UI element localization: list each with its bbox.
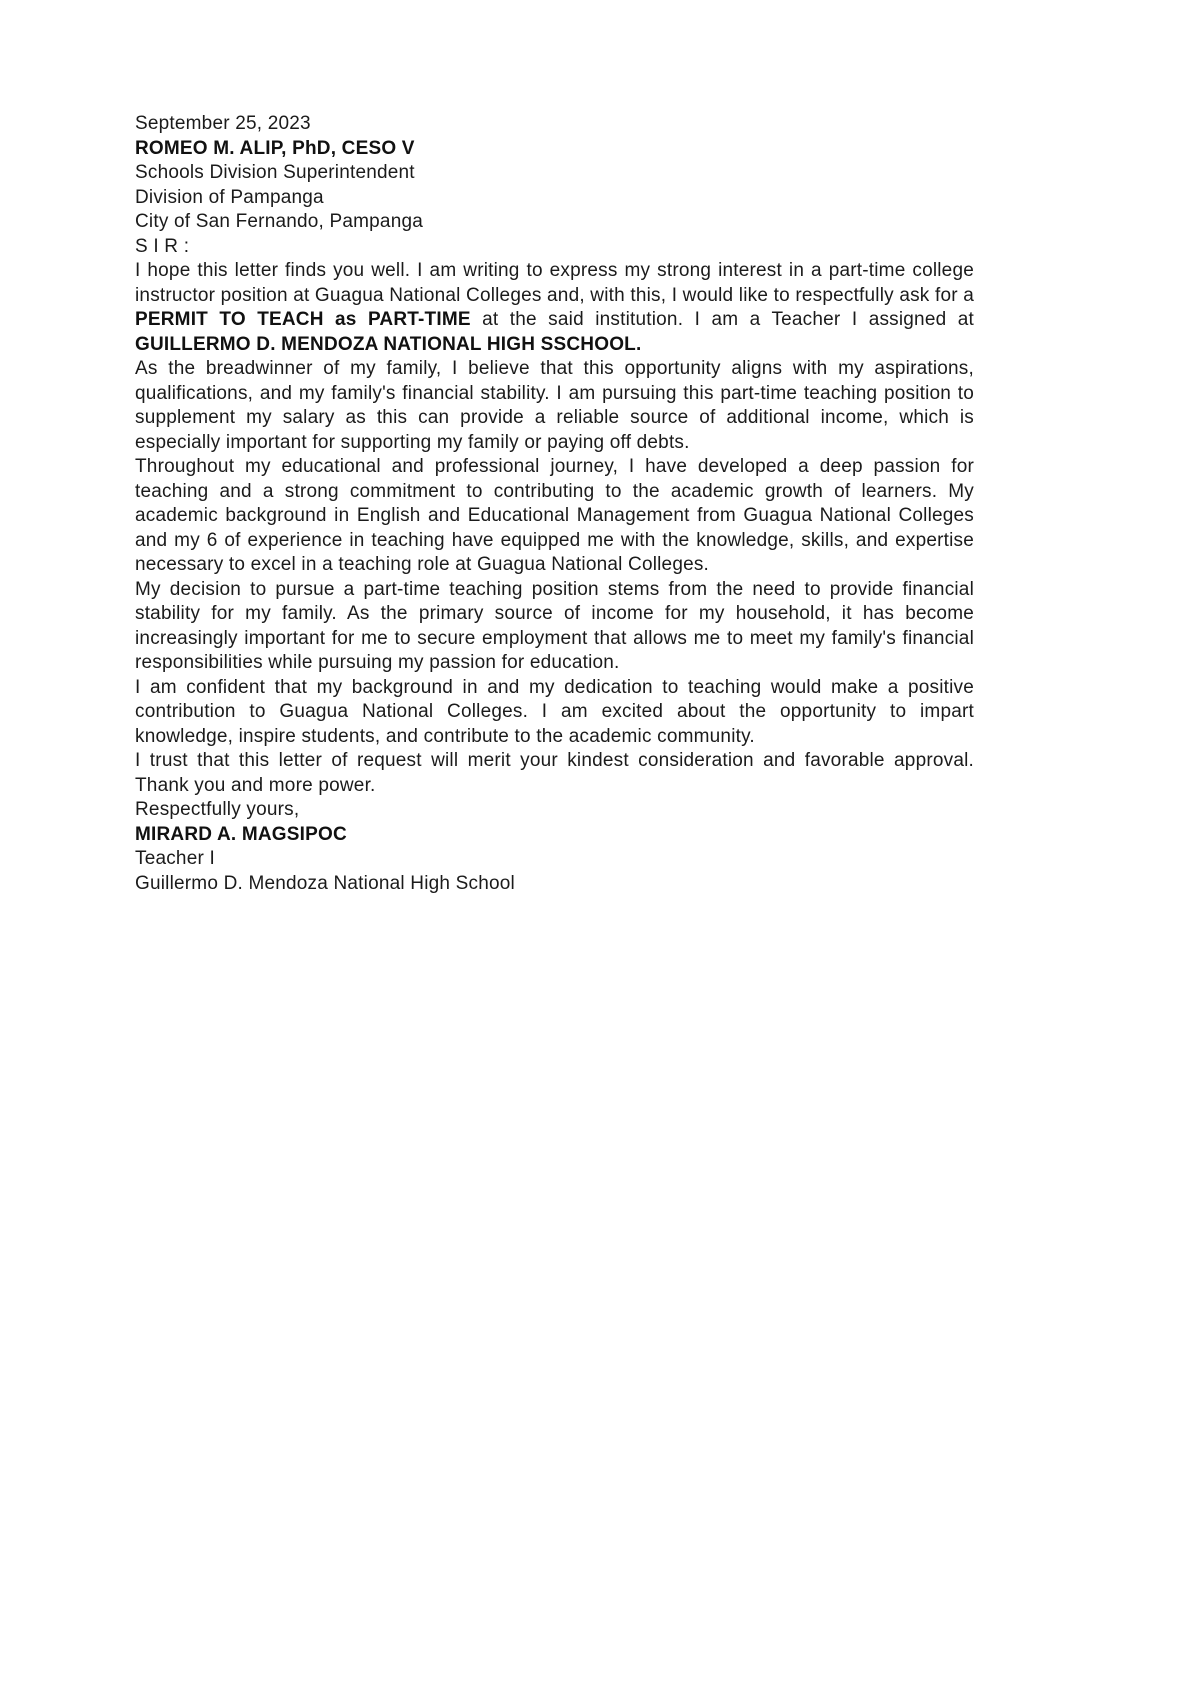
paragraph-2: As the breadwinner of my family, I believe that this opportunity aligns with my aspirations, qualifications, and my family's financial stability. I am pursuing this part-time teaching position to supplement my salary as this can provide a reliable source of additional income, which is especially important for supporting my family or paying off debts. — [135, 358, 974, 453]
paragraph-5: I am confident that my background in and my dedication to teaching would make a positive contribution to Guagua National Colleges. I am excited about the opportunity to impart knowledge, inspire students, and contribute to the academic community. — [135, 676, 974, 747]
paragraph-3: Throughout my educational and professional journey, I have developed a deep passion for teaching and a strong commitment to contributing to the academic growth of learners. My academic background in English and Educational Management from Guagua National Colleges and my 6 of experience in teaching have equipped me with the knowledge, skills, and expertise necessary to excel in a teaching role at Guagua National Colleges. — [135, 456, 974, 575]
letter-date: September 25, 2023 — [135, 113, 311, 134]
signature-block — [135, 823, 974, 897]
salutation: S I R : — [135, 235, 190, 257]
closing: Respectfully yours, — [135, 799, 300, 820]
signature-name: MIRARD A. MAGSIPOC — [135, 823, 347, 845]
recipient-name: ROMEO M. ALIP, PhD, CESO V — [135, 137, 415, 159]
recipient-title: Schools Division Superintendent — [135, 162, 415, 183]
paragraph-4: My decision to pursue a part-time teaching position stems from the need to provide financial stability for my family. As the primary source of income for my household, it has become increasingly important for me to secure employment that allows me to meet my family's financial responsibilities while pursuing my passion for education. — [135, 578, 974, 673]
paragraph-1: I hope this letter finds you well. I am writing to express my strong interest in a part-time college instructor position at Guagua National Colleges and, with this, I would like to respectfully ask for a PERMIT TO TEACH as PART-TIME at the said institution. I am a Teacher I assigned at GUILLERMO D. MENDOZA NATIONAL HIGH SSCHOOL. — [135, 260, 974, 355]
recipient-block — [135, 137, 974, 235]
recipient-division: Division of Pampanga — [135, 186, 324, 208]
recipient-address: City of San Fernando, Pampanga — [135, 211, 424, 232]
signature-school: Guillermo D. Mendoza National High School — [135, 872, 515, 894]
paragraph-6: I trust that this letter of request will merit your kindest consideration and favorable approval. Thank you and more power. — [135, 750, 974, 796]
signature-position: Teacher I — [135, 848, 215, 869]
